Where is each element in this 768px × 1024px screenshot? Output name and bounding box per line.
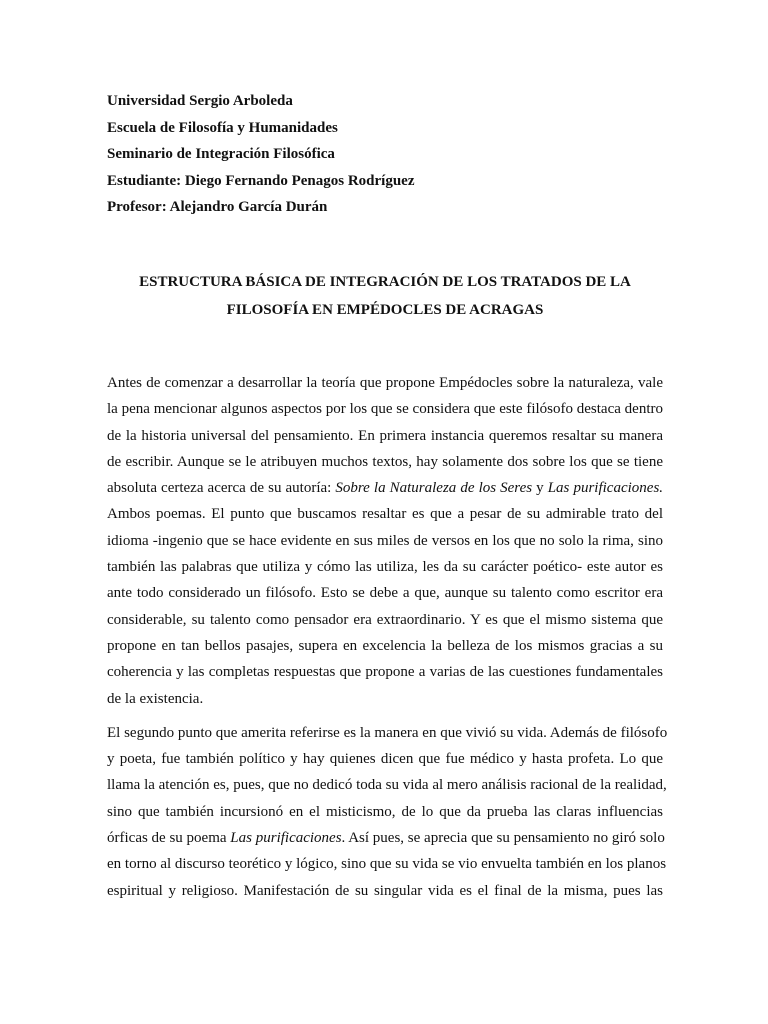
seminar-name: Seminario de Integración Filosófica bbox=[107, 146, 335, 162]
text-line: ante todo considerado un filósofo. Esto se debe a que, aunque su talento como escritor era bbox=[107, 585, 663, 602]
text-line: espiritual y religioso. Manifestación de su singular vida es el final de la misma, pues las bbox=[107, 882, 663, 899]
text-line: Antes de comenzar a desarrollar la teoría que propone Empédocles sobre la naturaleza, vale bbox=[107, 375, 663, 391]
text-line: considerable, su talento como pensador era extraordinario. Y es que el mismo sistema que bbox=[107, 611, 663, 628]
text-line: El segundo punto que amerita referirse es la manera en que vivió su vida. Además de filósofo bbox=[107, 724, 668, 741]
book-title-naturaleza: Sobre la Naturaleza de los Seres bbox=[335, 480, 533, 497]
text-segment: . Así pues, se aprecia que su pensamiento no giró solo bbox=[341, 830, 665, 847]
text-segment: absoluta certeza acerca de su autoría: bbox=[107, 480, 336, 497]
text-line: idioma -ingenio que se hace evidente en sus miles de versos en los que no solo la rima, sino bbox=[107, 532, 663, 549]
book-title-purificaciones: Las purificaciones. bbox=[547, 480, 664, 497]
text-line: sino que también incursionó en el misticismo, de lo que da prueba las claras influencias bbox=[107, 803, 663, 820]
school-name: Escuela de Filosofía y Humanidades bbox=[107, 119, 338, 136]
text-line bbox=[107, 825, 663, 851]
text-line: de la historia universal del pensamiento. En primera instancia queremos resaltar su manera bbox=[107, 427, 663, 444]
paragraph-2 bbox=[107, 720, 668, 904]
document-body bbox=[107, 370, 668, 912]
professor-name: Profesor: Alejandro García Durán bbox=[107, 199, 328, 215]
title-line-1: ESTRUCTURA BÁSICA DE INTEGRACIÓN DE LOS TRATADOS DE LA bbox=[139, 274, 631, 290]
paragraph-1 bbox=[107, 370, 663, 712]
student-name: Estudiante: Diego Fernando Penagos Rodríguez bbox=[107, 172, 415, 189]
text-segment: y bbox=[532, 480, 548, 497]
title-line-2: FILOSOFÍA EN EMPÉDOCLES DE ACRAGAS bbox=[226, 302, 544, 318]
text-line: de escribir. Aunque se le atribuyen muchos textos, hay solamente dos sobre los que se tiene bbox=[107, 453, 663, 470]
document-header bbox=[107, 88, 667, 221]
book-title-purificaciones: Las purificaciones bbox=[230, 830, 342, 847]
text-line: en torno al discurso teorético y lógico, sino que su vida se vio envuelta también en los planos bbox=[107, 856, 667, 873]
text-line bbox=[107, 475, 663, 501]
text-line: y poeta, fue también político y hay quienes dicen que fue médico y hasta profeta. Lo que bbox=[107, 751, 663, 768]
university-name: Universidad Sergio Arboleda bbox=[107, 93, 293, 109]
text-line: también las palabras que utiliza y cómo las utiliza, les da su carácter poético- este autor es bbox=[107, 559, 663, 576]
text-line: Ambos poemas. El punto que buscamos resaltar es que a pesar de su admirable trato del bbox=[107, 506, 663, 523]
text-line: propone en tan bellos pasajes, supera en excelencia la belleza de los mismos gracias a su bbox=[107, 637, 663, 654]
document-title bbox=[107, 268, 663, 324]
text-segment: órficas de su poema bbox=[107, 830, 231, 847]
text-line: llama la atención es, pues, que no dedicó toda su vida al mero análisis racional de la realidad, bbox=[107, 777, 667, 794]
text-line: de la existencia. bbox=[107, 690, 204, 707]
text-line: coherencia y las completas respuestas que propone a varias de las cuestiones fundamentales bbox=[107, 664, 663, 681]
text-line: la pena mencionar algunos aspectos por los que se considera que este filósofo destaca dentro bbox=[107, 401, 663, 418]
